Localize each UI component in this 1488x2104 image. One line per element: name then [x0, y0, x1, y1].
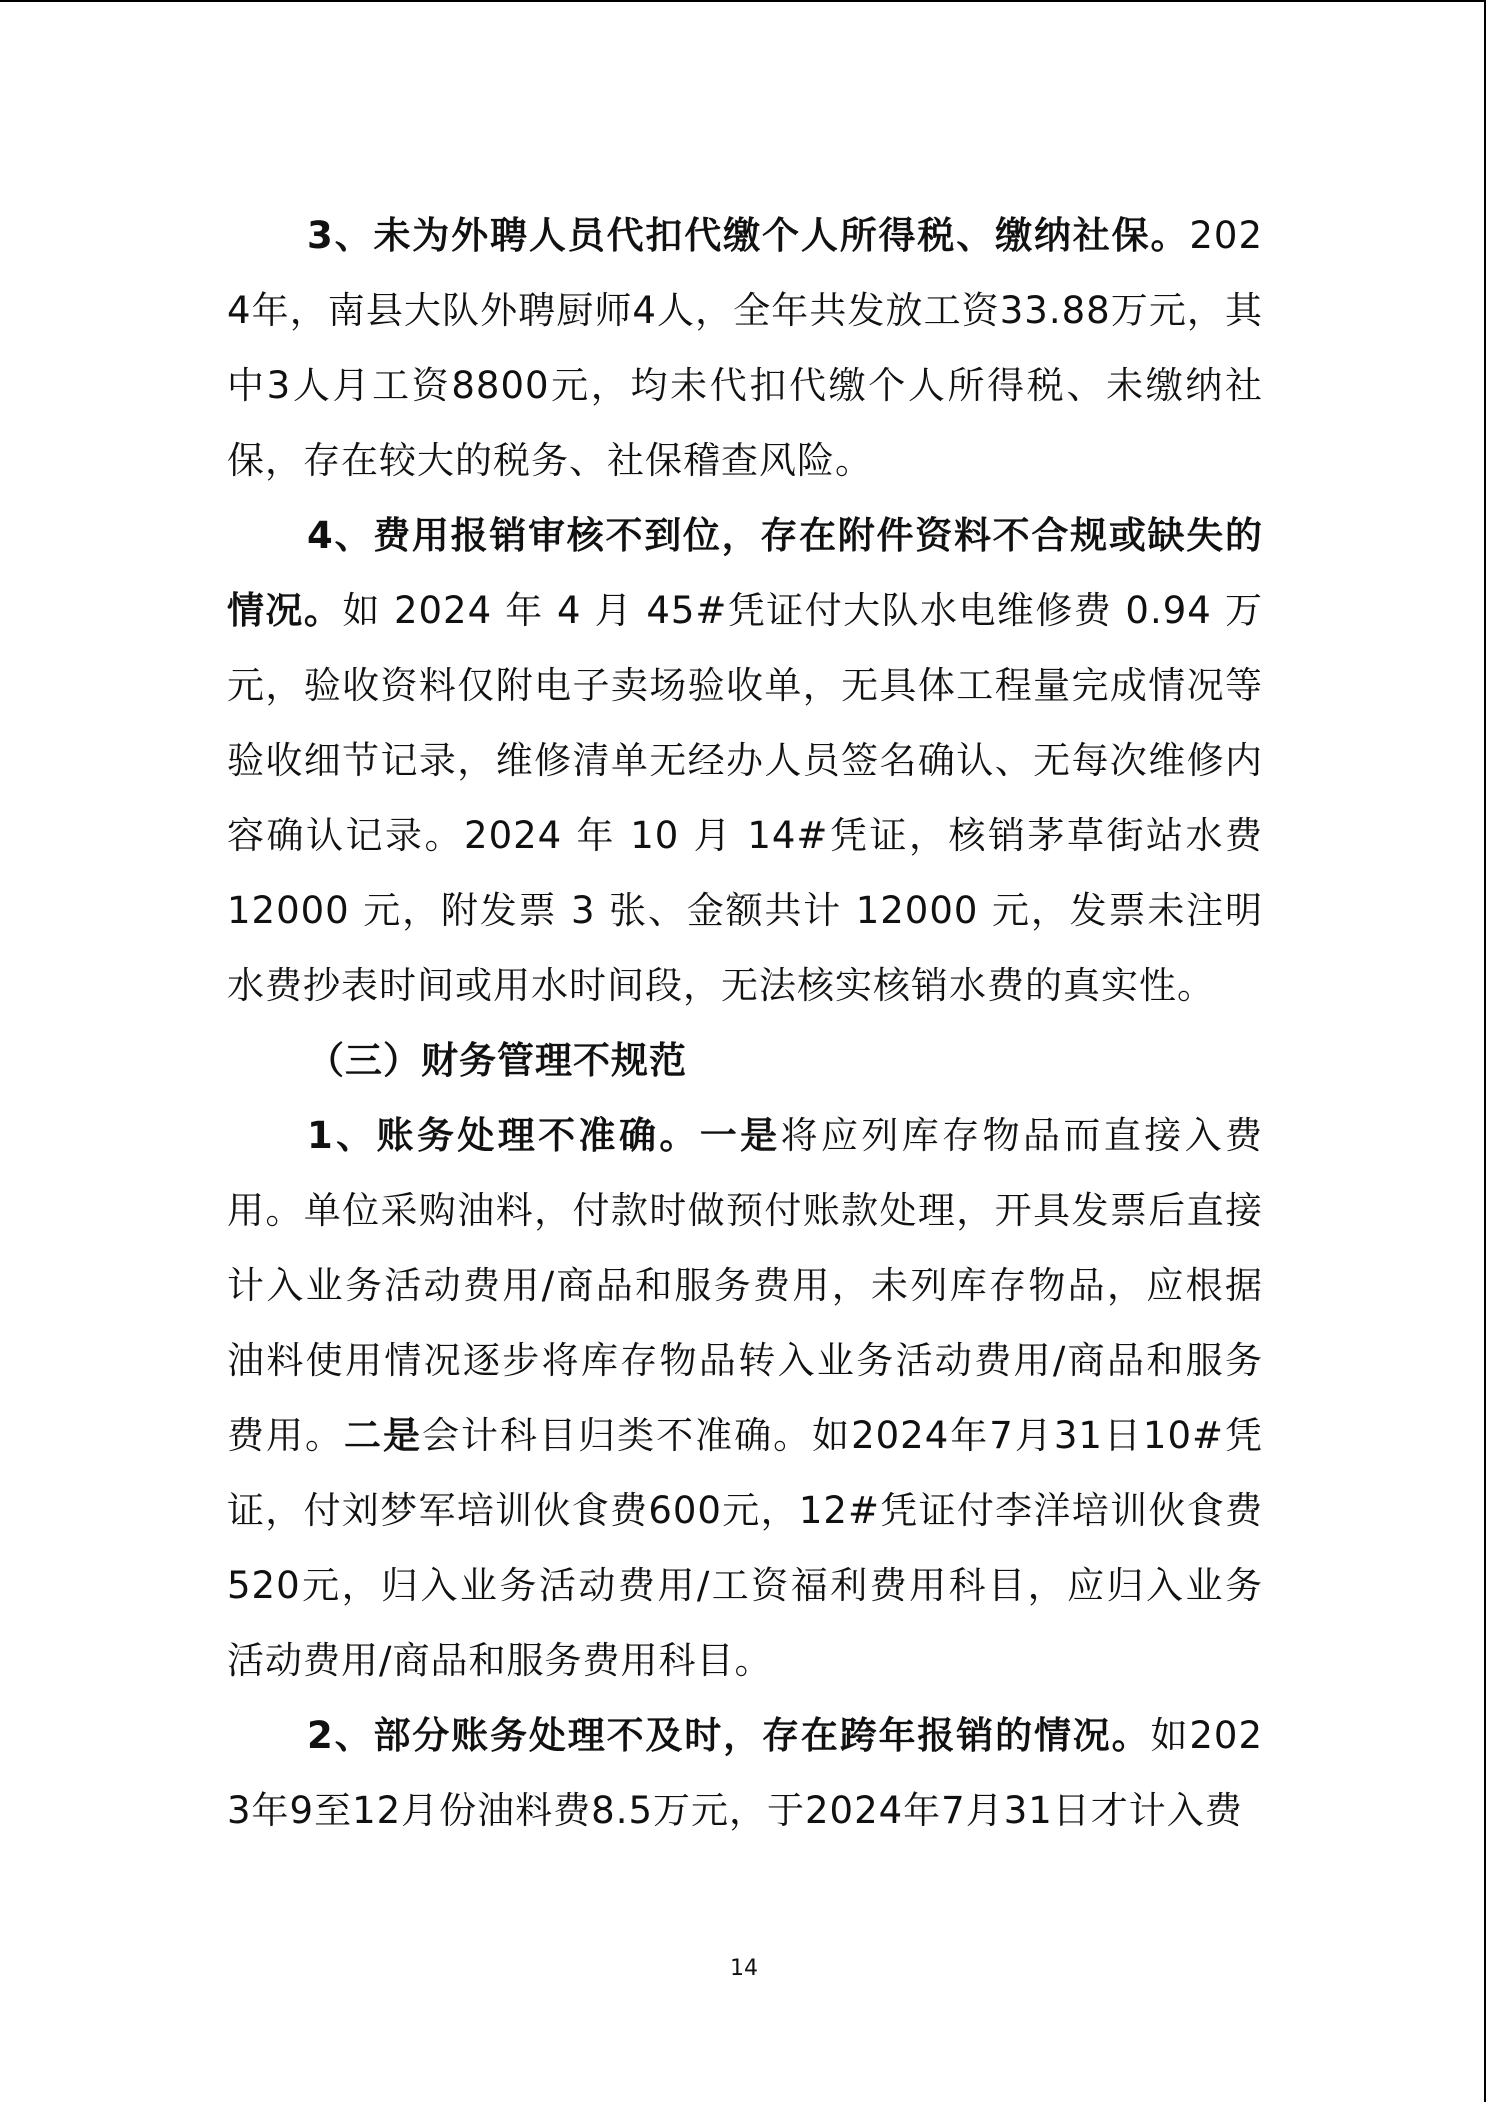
paragraph-item-1	[227, 1098, 1263, 1698]
page-number: 14	[730, 1956, 758, 1981]
document-body	[227, 198, 1263, 1848]
paragraph-lead: 1、账务处理不准确。一是	[307, 1114, 781, 1157]
paragraph-text: 将应列库存物品而直接入费用。单位采购油料，付款时做预付账款处理，开具发票后直接计入业务活动费用/商品和服务费用，未列库存物品，应根据油料使用情况逐步将库存物品转入业务活动费用/商品和服务费用。	[227, 1114, 1264, 1457]
paragraph-lead: 4、费用报销审核不到位，存在附件资料不合规或缺失的情况。	[227, 514, 1263, 632]
paragraph-lead-second: 二是	[344, 1414, 423, 1457]
paragraph-text: 如 2024 年 4 月 45#凭证付大队水电维修费 0.94 万元，验收资料仅附电子卖场验收单，无具体工程量完成情况等验收细节记录，维修清单无经办人员签名确认、无每次维修内容确认记录。2024 年 10 月 14#凭证，核销茅草街站水费 12000 元，附发票 3 张、金额共计 12000 元，发票未注明水费抄表时间或用水时间段，无法核实核销水费的真实性。	[227, 589, 1263, 1007]
paragraph-text-second: 会计科目归类不准确。如2024年7月31日10#凭证，付刘梦军培训伙食费600元，12#凭证付李洋培训伙食费520元，归入业务活动费用/工资福利费用科目，应归入业务活动费用/商品和服务费用科目。	[227, 1414, 1264, 1682]
paragraph-item-2	[227, 1698, 1263, 1848]
paragraph-item-3	[227, 198, 1263, 498]
paragraph-text: 如2023年9至12月份油料费8.5万元，于2024年7月31日才计入费	[227, 1714, 1263, 1832]
paragraph-item-4	[227, 498, 1263, 1023]
paragraph-text: 2024年，南县大队外聘厨师4人，全年共发放工资33.88万元，其中3人月工资8800元，均未代扣代缴个人所得税、未缴纳社保，存在较大的税务、社保稽查风险。	[227, 214, 1263, 482]
paragraph-lead: 2、部分账务处理不及时，存在跨年报销的情况。	[307, 1714, 1151, 1757]
section-heading: （三）财务管理不规范	[307, 1039, 687, 1082]
paragraph-lead: 3、未为外聘人员代扣代缴个人所得税、缴纳社保。	[307, 214, 1190, 257]
